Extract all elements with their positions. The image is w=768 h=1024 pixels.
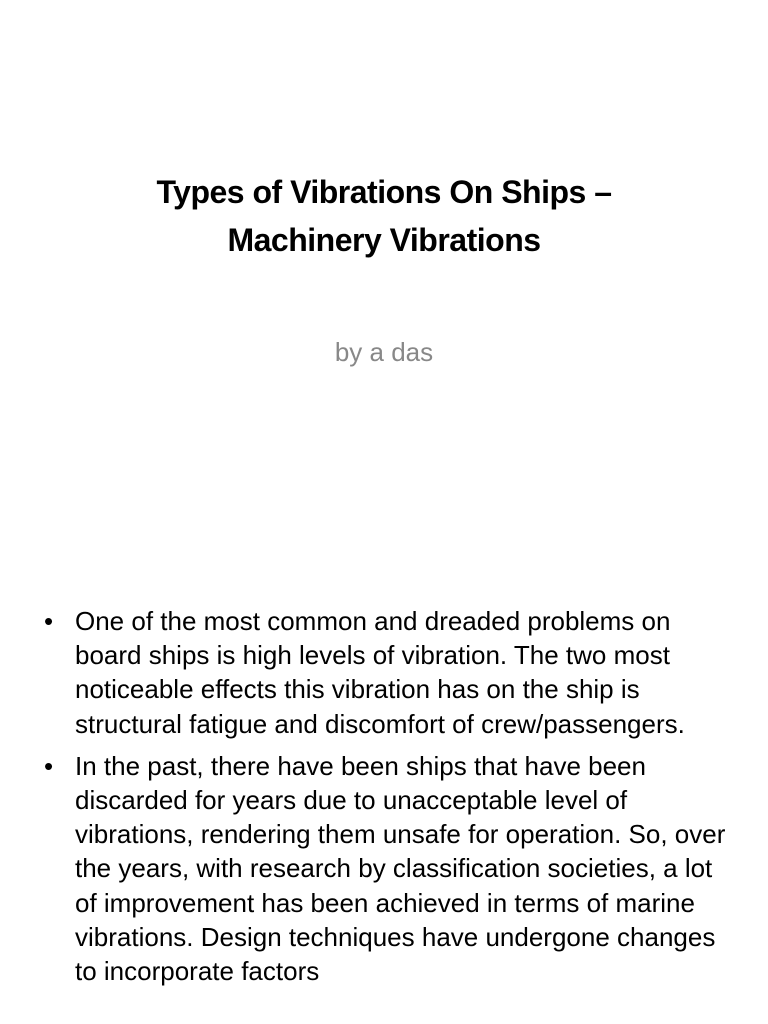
content-slide — [0, 576, 768, 1024]
bullet-text: In the past, there have been ships that have been discarded for years due to unacceptable level of vibrations, rendering them unsafe for operation. So, over the years, with research by classification societies, a lot of improvement has been achieved in terms of marine vibrations. Design techniques have undergone changes to incorporate factors — [75, 750, 726, 987]
slide-subtitle: by a das — [334, 337, 434, 367]
bullet-list — [40, 604, 740, 996]
slide-title — [60, 168, 708, 264]
bullet-text: One of the most common and dreaded problems on board ships is high levels of vibration. The two most noticeable effects this vibration has on the ship is structural fatigue and discomfort of crew/passengers. — [75, 606, 685, 739]
bullet-item — [40, 604, 740, 741]
bullet-icon: • — [44, 606, 54, 636]
title-line-2: Machinery Vibrations — [227, 222, 541, 258]
title-line-1: Types of Vibrations On Ships – — [156, 174, 612, 210]
bullet-icon: • — [44, 750, 54, 781]
bullet-item — [40, 749, 740, 988]
